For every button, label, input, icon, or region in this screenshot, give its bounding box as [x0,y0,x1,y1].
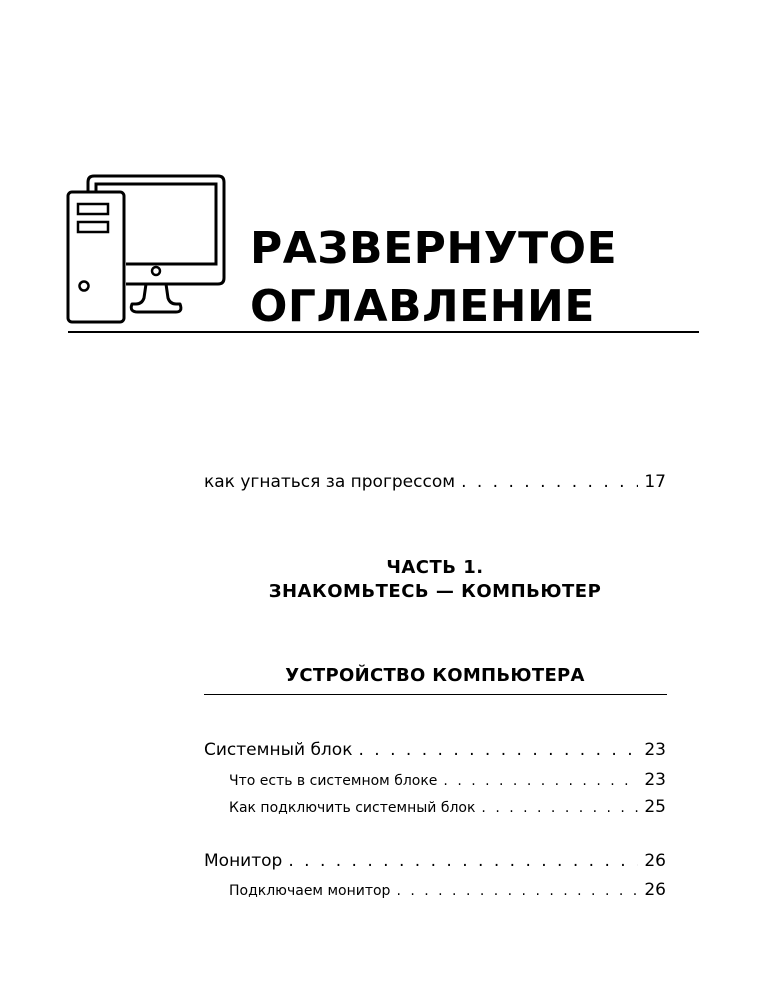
toc-entry-label: Системный блок [204,740,353,760]
toc-entry-label: как угнаться за прогрессом [204,472,456,492]
toc-entry-system-unit[interactable] [204,740,666,760]
toc-entry-page: 23 [644,770,666,790]
computer-icon [66,174,226,324]
toc-leader-dots [461,472,638,492]
toc-entry-label: Что есть в системном блоке [229,773,438,789]
toc-entry-page: 26 [644,851,666,871]
toc-entry-page: 26 [644,880,666,900]
page-title [250,220,617,336]
monitor-stand [131,284,181,312]
toc-entry-label: Монитор [204,851,283,871]
section-heading: УСТРОЙСТВО КОМПЬЮТЕРА [285,665,585,686]
monitor-button [152,267,160,275]
toc-entry-monitor[interactable] [204,851,666,871]
toc-entry-page: 17 [644,472,666,492]
part-number: ЧАСТЬ 1. [386,557,484,578]
toc-entry-label: Подключаем монитор [229,883,391,899]
toc-entry-system-unit-contents[interactable] [229,770,666,790]
toc-leader-dots [396,883,638,899]
part-title: ЗНАКОМЬТЕСЬ — КОМПЬЮТЕР [268,581,602,602]
toc-entry-page: 23 [644,740,666,760]
toc-entry-connect-system-unit[interactable] [229,797,666,817]
tower-case [68,192,124,322]
toc-entry-page: 25 [644,797,666,817]
toc-entry-intro[interactable] [204,472,666,492]
part-heading [204,556,666,604]
page-title-line-1: РАЗВЕРНУТОЕ [250,223,618,274]
toc-leader-dots [443,773,638,789]
page-title-line-2: ОГЛАВЛЕНИЕ [250,281,595,332]
toc-leader-dots [358,740,638,760]
toc-leader-dots [288,851,638,871]
toc-entry-connect-monitor[interactable] [229,880,666,900]
toc-entry-label: Как подключить системный блок [229,800,476,816]
title-divider [68,331,699,333]
toc-leader-dots [481,800,638,816]
section-divider [204,694,667,695]
